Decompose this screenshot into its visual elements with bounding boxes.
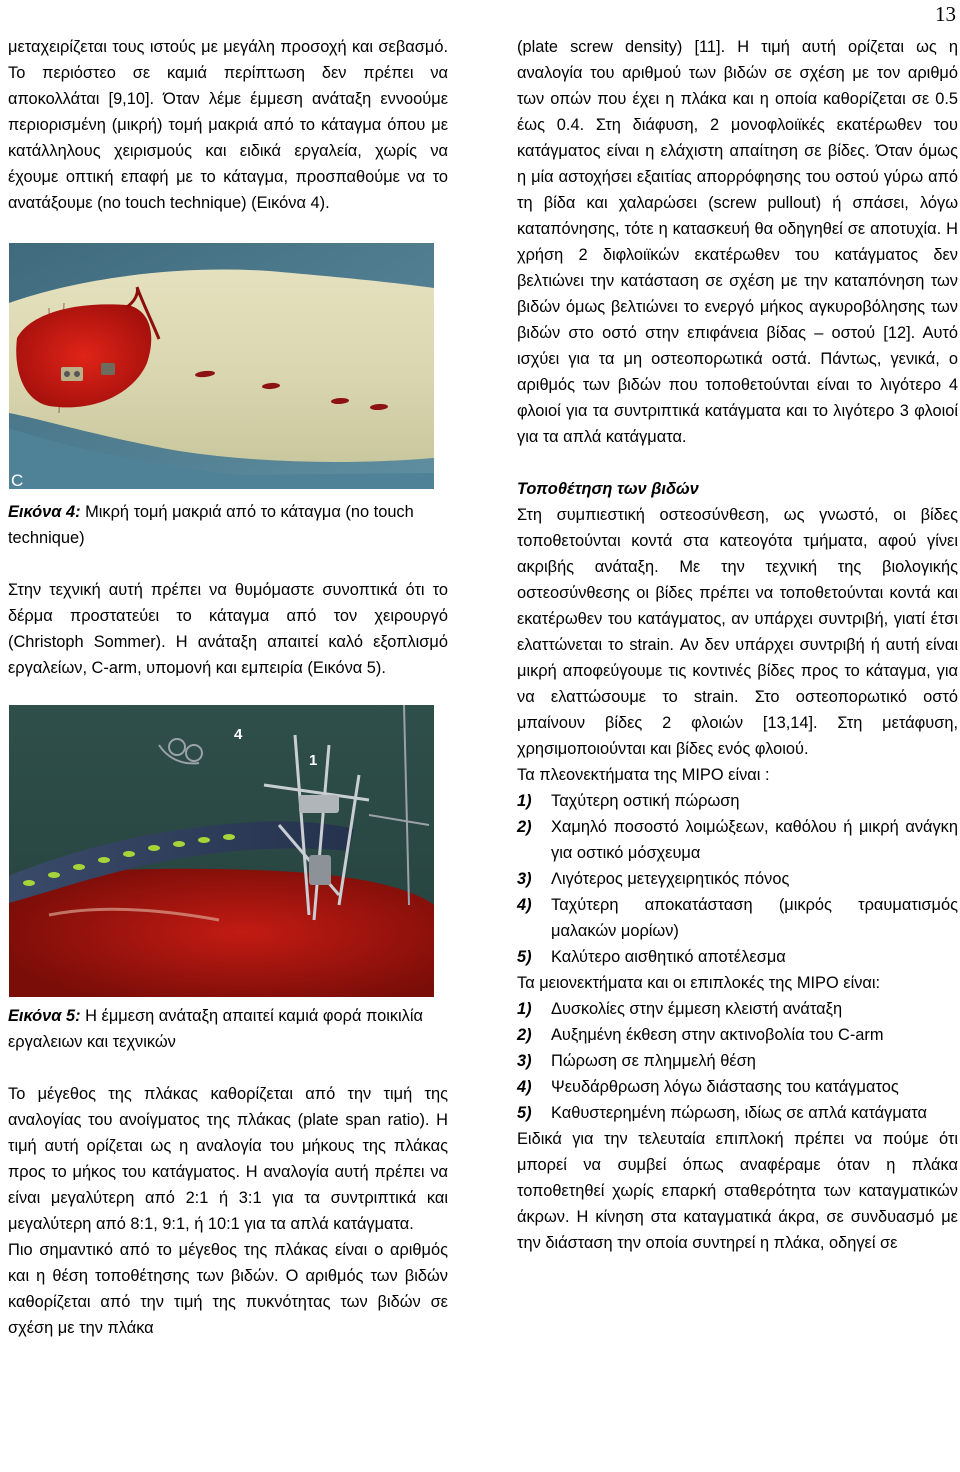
figure-4-caption bbox=[8, 499, 448, 551]
figure-4-surgical-photo bbox=[9, 243, 434, 489]
list-item: 3) Λιγότερος μετεγχειρητικός πόνος bbox=[517, 870, 790, 888]
list-item: 3) Πώρωση σε πλημμελή θέση bbox=[517, 1052, 756, 1070]
advantages-list bbox=[517, 788, 958, 970]
figure-4-caption-label: Εικόνα 4: bbox=[8, 503, 81, 521]
list-item: 4) Ψευδάρθρωση λόγω διάστασης του κατάγματος bbox=[517, 1078, 899, 1096]
list-item: 4) Ταχύτερη αποκατάσταση (μικρός τραυματισμός μαλακών μορίων) bbox=[517, 896, 958, 940]
disadvantages-intro: Τα μειονεκτήματα και οι επιπλοκές της ΜΙΡΟ είναι: bbox=[517, 974, 881, 992]
advantages-intro: Τα πλεονεκτήματα της ΜΙΡΟ είναι : bbox=[517, 766, 770, 784]
disadvantages-list bbox=[517, 996, 958, 1126]
list-item: 2) Χαμηλό ποσοστό λοιμώξεων, καθόλου ή μικρή ανάγκη για οστικό μόσχευμα bbox=[517, 818, 958, 862]
intro-paragraph: μεταχειρίζεται τους ιστούς με μεγάλη προσοχή και σεβασμό. Το περιόστεο σε καμιά περίπτωση δεν πρέπει να αποκολλάται [9,10]. Όταν λέμε έμμεση ανάταξη εννοούμε περιορισμένη (μικρή) τομή μακριά από το κάταγμα όπου με κατάλληλους χειρισμούς και ειδικά εργαλεία, χωρίς να έχουμε οπτική επαφή με το κάταγμα, προσπαθούμε να το ανατάξουμε (no touch technique) (Εικόνα 4). bbox=[8, 38, 448, 212]
list-item: 5) Καθυστερημένη πώρωση, ιδίως σε απλά κατάγματα bbox=[517, 1104, 927, 1122]
right-paragraph-1: (plate screw density) [11]. Η τιμή αυτή ορίζεται ως η αναλογία του αριθμού των βιδών σε σχέση με τον αριθμό των οπών που έχει η πλάκα και η οποία καθορίζεται σε 0.5 έως 0.4. Στη διάφυση, 2 μονοφλοιϊκές εκατέρωθεν του κατάγματος είναι η ελάχιστη απαίτηση σε βίδες. Όταν όμως η μία αστοχήσει εξαιτίας απορρόφησης του οστού γύρω από τη βίδα και χαλαρώσει (screw pullout) ή σπάσει, λόγω καταπόνησης, τότε η κατασκευή θα οδηγηθεί σε αποτυχία. Η χρήση 2 διφλοιϊκών εκατέρωθεν του κατάγματος δεν βελτιώνει την κατάσταση σε σχέση με την καταπόνηση των βιδών όμως βελτιώνει το ενεργό μήκος αγκυροβόλησης των βιδών στο οστό στην επιφάνεια βίδας – οστού [12]. Αυτό ισχύει για τα μη οστεοπορωτικά οστά. Πάντως, γενικά, ο αριθμός των βιδών που τοποθετούνται είναι το λιγότερο 4 φλοιοί για τα συντριπτικά κατάγματα και το λιγότερο 3 φλοιοί για τα απλά κατάγματα. bbox=[517, 38, 958, 446]
figure-4-caption-text: Μικρή τομή μακριά από το κάταγμα (no touch technique) bbox=[8, 503, 414, 547]
page-number: 13 bbox=[935, 2, 956, 26]
right-column bbox=[517, 34, 958, 1256]
incision-photo-image bbox=[9, 243, 434, 489]
list-item: 1) Ταχύτερη οστική πώρωση bbox=[517, 792, 740, 810]
list-item: 1) Δυσκολίες στην έμμεση κλειστή ανάταξη bbox=[517, 1000, 843, 1018]
section-heading: Τοποθέτηση των βιδών bbox=[517, 480, 699, 498]
closing-paragraph: Ειδικά για την τελευταία επιπλοκή πρέπει να πούμε ότι μπορεί να συμβεί όπως αναφέραμε όταν η πλάκα τοποθετηθεί χωρίς επαρκή σταθερότητα των καταγματικών άκρων. Η κίνηση στα καταγματικά άκρα, σε συνδυασμό με την διάσταση την οποία συντηρεί η πλάκα, οδηγεί σε bbox=[517, 1130, 958, 1252]
paragraph-2: Στην τεχνική αυτή πρέπει να θυμόμαστε συνοπτικά ότι το δέρμα προστατεύει το κάταγμα από τον χειρουργό (Christoph Sommer). Η ανάταξη απαιτεί καλό εξοπλισμό εργαλείων, C-arm, υπομονή και εμπειρία (Εικόνα 5). bbox=[8, 581, 448, 677]
list-item: 2) Αυξημένη έκθεση στην ακτινοβολία του C-arm bbox=[517, 1026, 884, 1044]
paragraph-4: Πιο σημαντικό από το μέγεθος της πλάκας είναι ο αριθμός και η θέση τοποθέτησης των βιδών. Ο αριθμός των βιδών καθορίζεται από την τιμή της πυκνότητας των βιδών σε σχέση με την πλάκα bbox=[8, 1241, 448, 1337]
right-paragraph-2: Στη συμπιεστική οστεοσύνθεση, ως γνωστό, οι βίδες τοποθετούνται κοντά στα κατεογότα τμήματα, αφού γίνει ακριβής ανάταξη. Με την τεχνική της βιολογικής οστεοσύνθεσης οι βίδες πρέπει να τοποθετούνται κοντά και εκατέρωθεν του κατάγματος, αν υπάρχει συντριβή, γιατί έτσι ελαττώνεται το strain. Αν δεν υπάρχει συντριβή ή αυτή είναι μικρή αποφεύγουμε τις κοντινές βίδες προς το κάταγμα, για να ελαττώσουμε το strain. Στο οστεοπορωτικό οστό μπαίνουν βίδες 2 φλοιών [13,14]. Στη μετάφυση, χρησιμοποιούνται και βίδες ενός φλοιού. bbox=[517, 506, 958, 758]
figure-marker-4: 4 bbox=[234, 726, 243, 743]
paragraph-3: Το μέγεθος της πλάκας καθορίζεται από την τιμή της αναλογίας του ανοίγματος της πλάκας (plate span ratio). Η τιμή αυτή ορίζεται ως η αναλογία του μήκους της πλάκας προς το μήκος του κατάγματος. Η αναλογία αυτή πρέπει να είναι μεγαλύτερη από 2:1 ή 3:1 για τα συντριπτικά και μεγαλύτερη από 8:1, 9:1, ή 10:1 για τα απλά κατάγματα. bbox=[8, 1085, 448, 1233]
indirect-reduction-photo-image bbox=[9, 705, 434, 997]
figure-5-caption-label: Εικόνα 5: bbox=[8, 1007, 81, 1025]
figure-marker-1: 1 bbox=[309, 752, 318, 769]
figure-5-surgical-photo bbox=[9, 705, 434, 997]
left-column bbox=[8, 34, 448, 1341]
figure-5-caption bbox=[8, 1003, 448, 1055]
figure-corner-letter: C bbox=[11, 471, 24, 489]
figure-5-caption-text: Η έμμεση ανάταξη απαιτεί καμιά φορά ποικιλία εργαλειων και τεχνικών bbox=[8, 1007, 423, 1051]
list-item: 5) Καλύτερο αισθητικό αποτέλεσμα bbox=[517, 948, 786, 966]
